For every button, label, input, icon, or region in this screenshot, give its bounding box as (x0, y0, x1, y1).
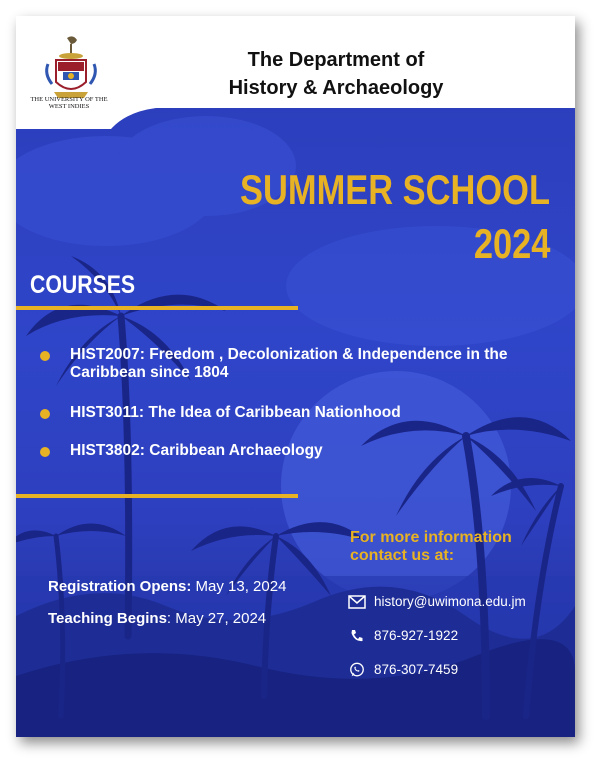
whatsapp-number[interactable]: 876-307-7459 (374, 662, 459, 677)
bullet-icon (40, 409, 50, 419)
contact-phone[interactable] (348, 628, 458, 643)
divider-bottom (16, 494, 298, 498)
department-line-2: History & Archaeology (228, 77, 444, 99)
department-title (216, 46, 456, 102)
course-label: HIST3802: Caribbean Archaeology (70, 442, 323, 459)
phone-icon (348, 629, 366, 643)
teaching-value: : May 27, 2024 (166, 610, 267, 627)
whatsapp-icon (348, 662, 366, 678)
registration-value: May 13, 2024 (191, 578, 287, 595)
bullet-icon (40, 351, 50, 361)
phone-number[interactable]: 876-927-1922 (374, 628, 459, 643)
course-label: HIST3011: The Idea of Caribbean Nationhood (70, 404, 401, 421)
university-name: THE UNIVERSITY OF THE WEST INDIES (30, 96, 108, 110)
teaching-label: Teaching Begins (48, 610, 167, 627)
divider-top (16, 306, 298, 310)
year-title: 2024 (473, 220, 550, 267)
course-item-hist2007 (40, 346, 550, 386)
email-icon (348, 595, 366, 609)
registration-label: Registration Opens: (48, 578, 192, 595)
registration-date (48, 578, 286, 595)
course-label: HIST2007: Freedom , Decolonization & Independence in the Caribbean since 1804 (70, 346, 508, 381)
contact-heading: For more information contact us at: (350, 529, 512, 564)
bullet-icon (40, 447, 50, 457)
course-item-hist3802 (40, 442, 550, 462)
courses-heading: COURSES (30, 271, 136, 299)
course-item-hist3011 (40, 404, 550, 424)
department-line-1: The Department of (247, 49, 425, 71)
summer-school-title: SUMMER SCHOOL (240, 166, 550, 213)
summer-school-poster (16, 16, 575, 737)
email-address[interactable]: history@uwimona.edu.jm (374, 594, 526, 609)
teaching-date (48, 610, 266, 627)
contact-whatsapp[interactable] (348, 662, 458, 678)
contact-email[interactable] (348, 594, 526, 609)
